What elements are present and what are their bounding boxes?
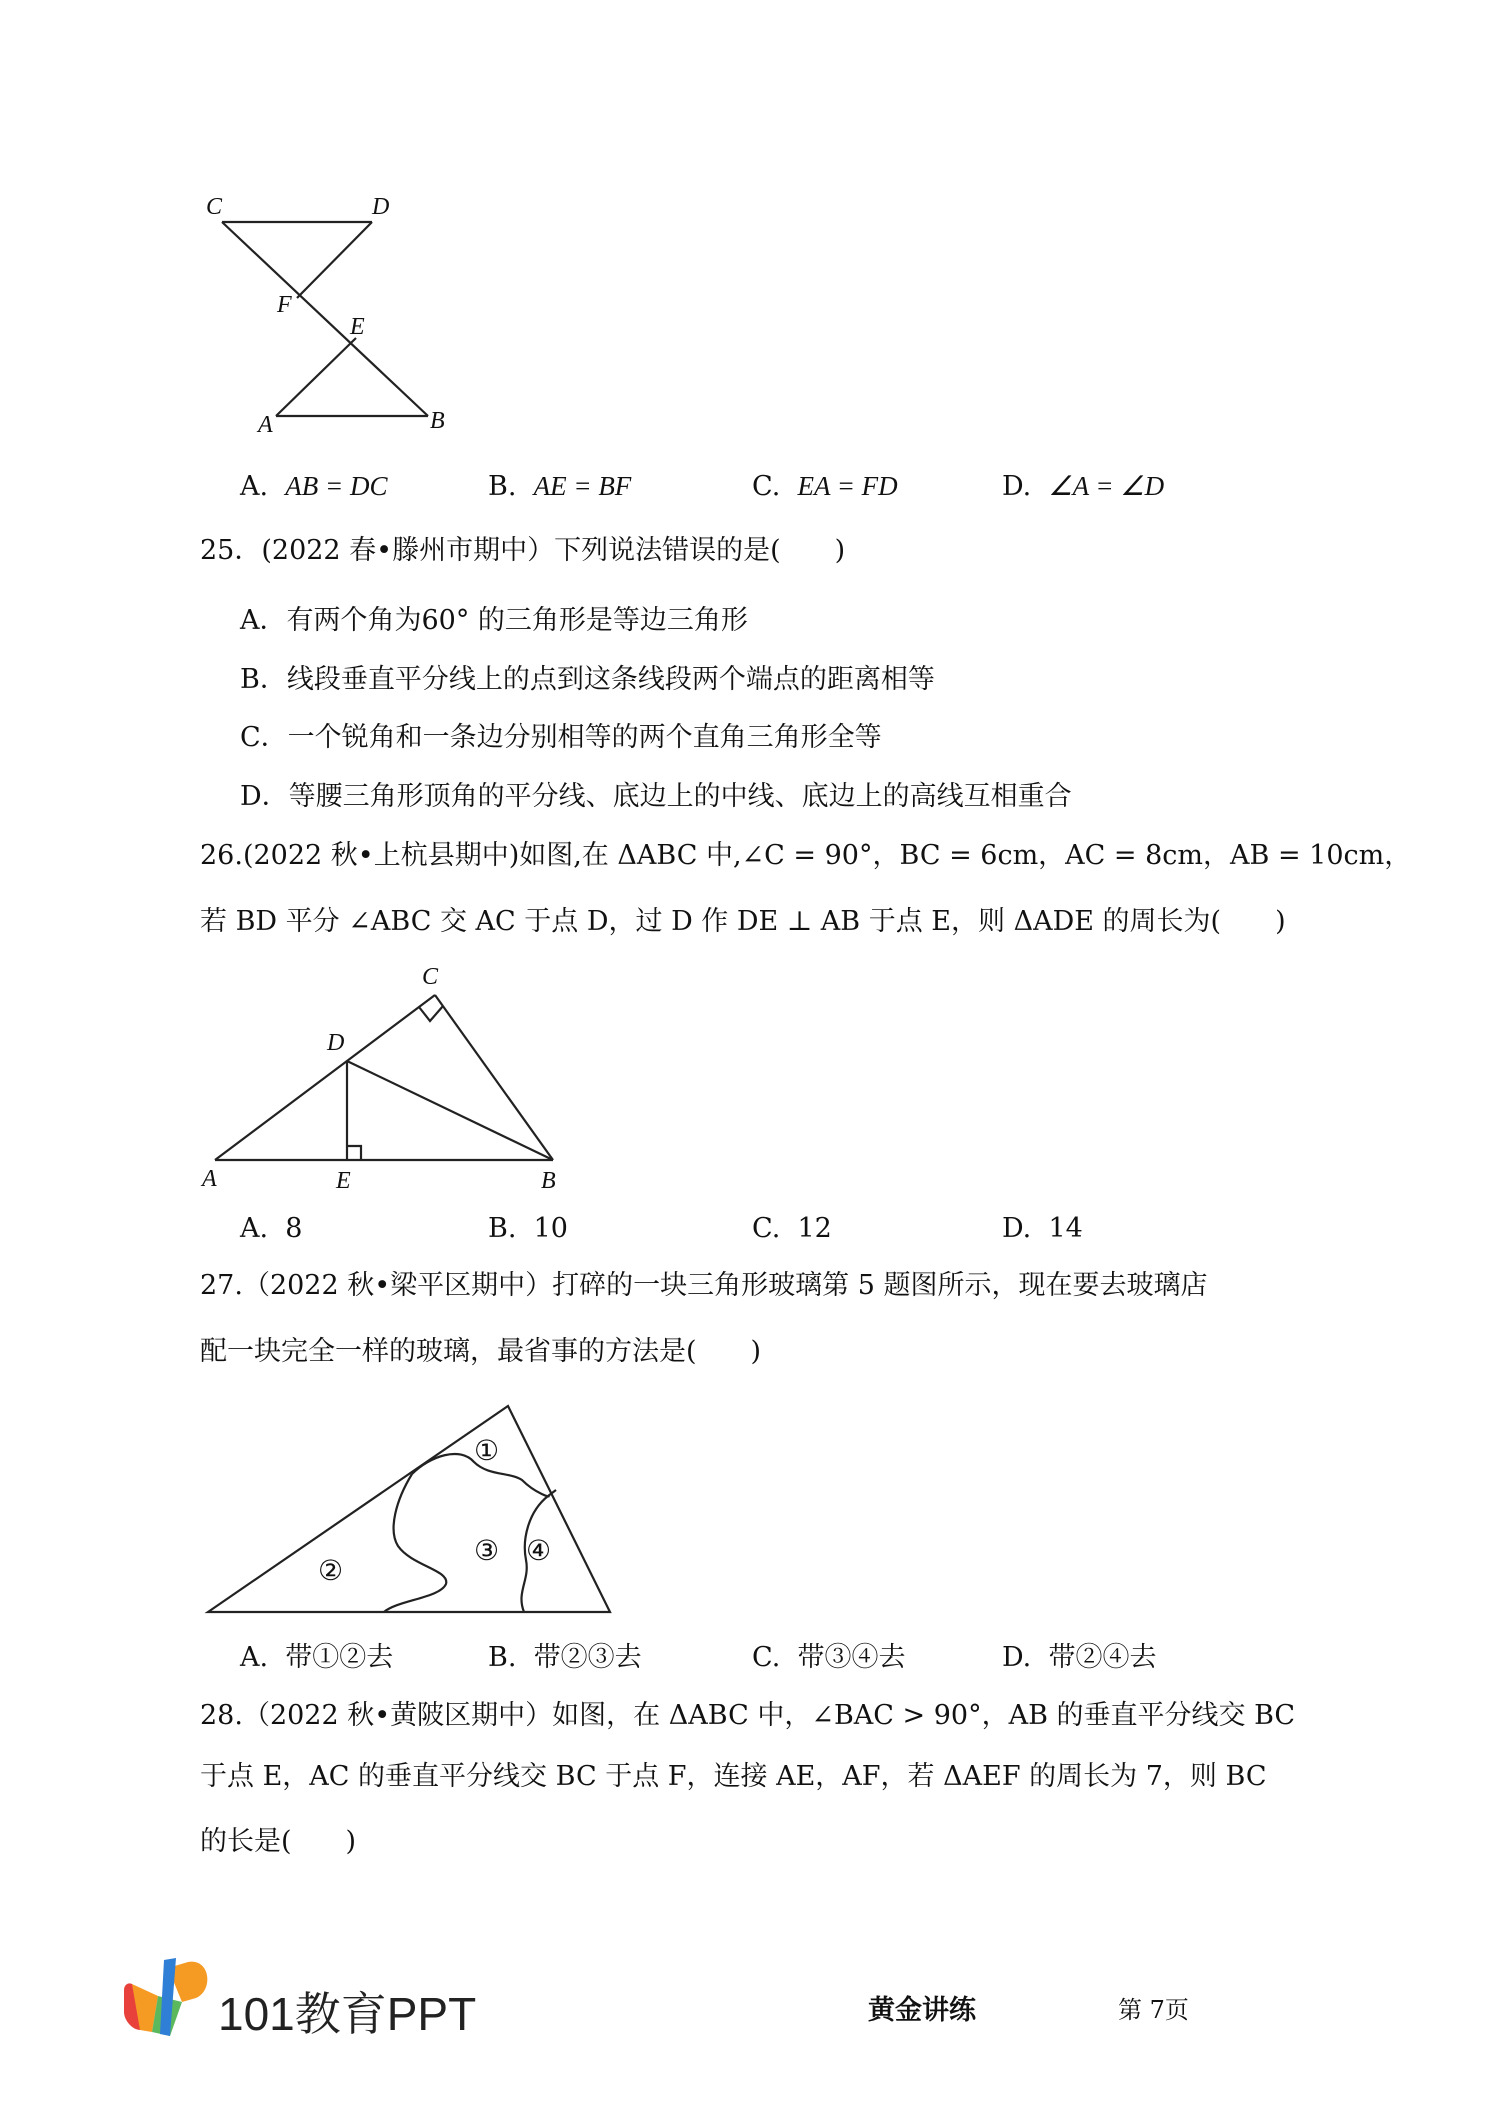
q24-option-c[interactable]: C. EA = FD xyxy=(752,471,898,502)
q26-option-b[interactable]: B. 10 xyxy=(488,1213,568,1244)
q27-option-b[interactable]: B. 带②③去 xyxy=(488,1642,642,1673)
q26-option-d[interactable]: D. 14 xyxy=(1002,1213,1083,1244)
q28-stem-line2: 于点 E，AC 的垂直平分线交 BC 于点 F，连接 AE，AF，若 ΔAEF 的周长为 7，则 BC xyxy=(200,1761,1267,1792)
q26-stem-line2: 若 BD 平分 ∠ABC 交 AC 于点 D，过 D 作 DE ⊥ AB 于点 E，则 ΔADE 的周长为( ) xyxy=(200,906,1286,937)
q25-option-c[interactable]: C．一个锐角和一条边分别相等的两个直角三角形全等 xyxy=(240,722,882,753)
q27-option-c[interactable]: C. 带③④去 xyxy=(752,1642,906,1673)
q25-option-a[interactable]: A．有两个角为60° 的三角形是等边三角形 xyxy=(240,605,748,636)
label-b: B xyxy=(430,408,445,434)
q28-stem-line1: 28.（2022 秋•黄陂区期中）如图，在 ΔABC 中，∠BAC > 90°，AB 的垂直平分线交 BC xyxy=(200,1700,1296,1731)
q24-option-b[interactable]: B. AE = BF xyxy=(488,471,632,502)
q28-stem-line3: 的长是( ) xyxy=(200,1826,357,1857)
footer-title: 黄金讲练 xyxy=(868,1995,976,2026)
label-c: C xyxy=(206,194,223,220)
q26-option-c[interactable]: C. 12 xyxy=(752,1213,832,1244)
label-b: B xyxy=(541,1168,556,1194)
q25-stem: 25．(2022 春•滕州市期中）下列说法错误的是( ) xyxy=(200,535,846,566)
q27-option-d[interactable]: D. 带②④去 xyxy=(1002,1642,1157,1673)
q24-option-d[interactable]: D. ∠A = ∠D xyxy=(1002,471,1165,502)
label-d: D xyxy=(372,194,390,220)
label-e: E xyxy=(350,314,365,340)
q26-option-a[interactable]: A. 8 xyxy=(240,1213,303,1244)
piece-4-label: ④ xyxy=(526,1536,552,1567)
q24-option-a[interactable]: A. AB = DC xyxy=(240,471,388,502)
q26-stem-line1: 26.(2022 秋•上杭县期中)如图,在 ΔABC 中,∠C = 90°，BC = 6cm，AC = 8cm，AB = 10cm， xyxy=(200,840,1412,871)
piece-1-label: ① xyxy=(474,1436,500,1467)
q25-option-d[interactable]: D．等腰三角形顶角的平分线、底边上的中线、底边上的高线互相重合 xyxy=(240,781,1072,812)
q27-option-a[interactable]: A. 带①②去 xyxy=(240,1642,394,1673)
label-f: F xyxy=(277,292,292,318)
label-d: D xyxy=(327,1030,345,1056)
q27-stem-line1: 27.（2022 秋•梁平区期中）打碎的一块三角形玻璃第 5 题图所示，现在要去玻璃店 xyxy=(200,1270,1208,1301)
label-c: C xyxy=(422,964,439,990)
page-number: 第 7页 xyxy=(1118,1996,1189,2024)
brand-name: 101教育PPT xyxy=(218,1988,477,2040)
piece-2-label: ② xyxy=(318,1556,344,1587)
label-e: E xyxy=(336,1168,351,1194)
label-a: A xyxy=(202,1166,217,1192)
piece-3-label: ③ xyxy=(474,1536,500,1567)
q27-stem-line2: 配一块完全一样的玻璃，最省事的方法是( ) xyxy=(200,1336,762,1367)
q25-option-b[interactable]: B．线段垂直平分线上的点到这条线段两个端点的距离相等 xyxy=(240,664,935,695)
label-a: A xyxy=(258,412,273,438)
